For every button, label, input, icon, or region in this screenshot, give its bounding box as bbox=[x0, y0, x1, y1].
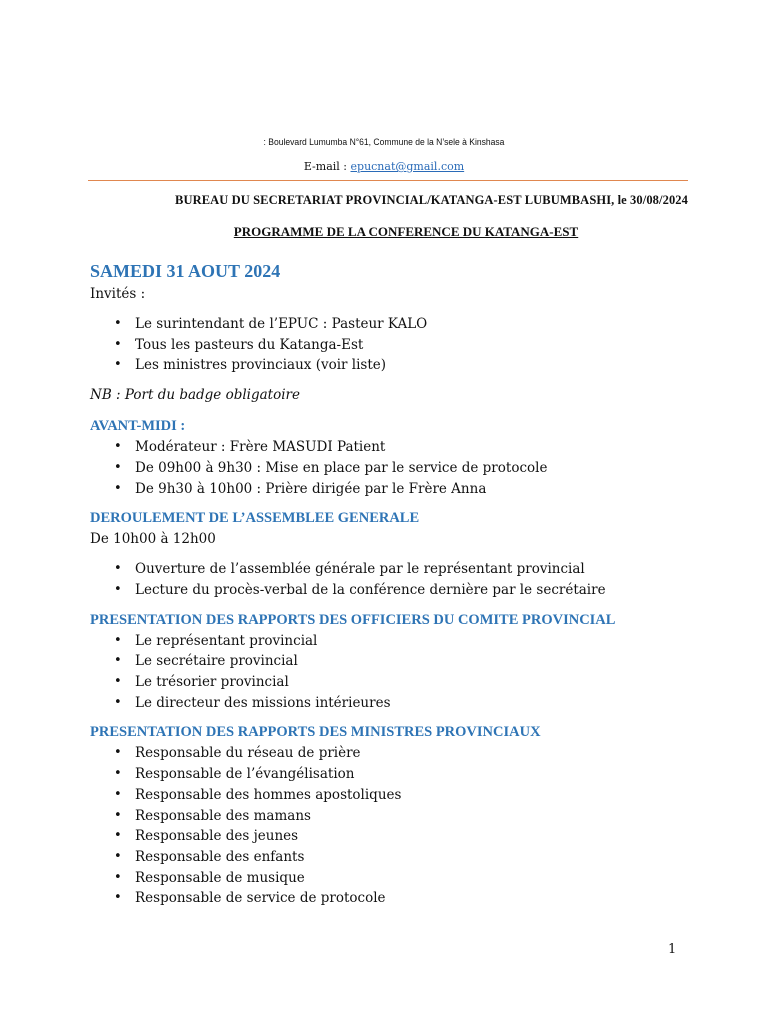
bullet-icon: • bbox=[114, 848, 122, 864]
assemblee-time: De 10h00 à 12h00 bbox=[90, 531, 216, 548]
invites-label: Invités : bbox=[90, 286, 146, 302]
ministres-list bbox=[90, 743, 710, 909]
email-label: E-mail : bbox=[303, 160, 351, 173]
list-item: • Lecture du procès-verbal de la conférence dernière par le secrétaire bbox=[90, 580, 710, 601]
bureau-line: BUREAU DU SECRETARIAT PROVINCIAL/KATANGA-EST LUBUMBASHI, le 30/08/2024 bbox=[175, 193, 688, 207]
email-link[interactable]: epucnat@gmail.com bbox=[350, 160, 465, 173]
header-email-line bbox=[0, 160, 768, 173]
list-item: • Responsable des mamans bbox=[90, 806, 710, 827]
bullet-icon: • bbox=[114, 581, 122, 597]
bullet-icon: • bbox=[114, 480, 122, 496]
bullet-icon: • bbox=[114, 316, 122, 331]
bullet-icon: • bbox=[114, 807, 122, 823]
list-item: • Le surintendant de l’EPUC : Pasteur KALO bbox=[90, 314, 710, 335]
list-item: • De 9h30 à 10h00 : Prière dirigée par le Frère Anna bbox=[90, 479, 710, 500]
assemblee-heading: DEROULEMENT DE L’ASSEMBLEE GENERALE bbox=[90, 510, 420, 527]
list-item: • Modérateur : Frère MASUDI Patient bbox=[90, 437, 710, 458]
nb-note: NB : Port du badge obligatoire bbox=[90, 387, 300, 404]
assemblee-list bbox=[90, 559, 710, 600]
officiers-list bbox=[90, 631, 710, 714]
list-item: • Responsable de musique bbox=[90, 868, 710, 889]
list-item: • Responsable du réseau de prière bbox=[90, 743, 710, 764]
list-item: • Responsable des enfants bbox=[90, 847, 710, 868]
ministres-heading: PRESENTATION DES RAPPORTS DES MINISTRES PROVINCIAUX bbox=[90, 724, 541, 741]
document-body bbox=[90, 258, 710, 909]
page-number: 1 bbox=[668, 942, 677, 957]
bullet-icon: • bbox=[114, 890, 122, 906]
bullet-icon: • bbox=[114, 357, 122, 373]
bullet-icon: • bbox=[114, 674, 122, 690]
bullet-icon: • bbox=[114, 828, 122, 844]
program-title: PROGRAMME DE LA CONFERENCE DU KATANGA-EST bbox=[233, 224, 579, 239]
invites-list bbox=[90, 314, 710, 376]
list-item: • Responsable de service de protocole bbox=[90, 888, 710, 909]
list-item: • Le représentant provincial bbox=[90, 631, 710, 652]
bullet-icon: • bbox=[114, 786, 122, 802]
header-address: : Boulevard Lumumba N°61, Commune de la N’sele à Kinshasa bbox=[263, 137, 505, 147]
avant-midi-heading: AVANT-MIDI : bbox=[90, 418, 186, 435]
list-item: • Le trésorier provincial bbox=[90, 672, 710, 693]
list-item: • Tous les pasteurs du Katanga-Est bbox=[90, 335, 710, 356]
list-item: • Responsable de l’évangélisation bbox=[90, 764, 710, 785]
list-item: • De 09h00 à 9h30 : Mise en place par le service de protocole bbox=[90, 458, 710, 479]
bullet-icon: • bbox=[114, 869, 122, 885]
officiers-heading: PRESENTATION DES RAPPORTS DES OFFICIERS DU COMITE PROVINCIAL bbox=[90, 611, 616, 628]
list-item: • Le secrétaire provincial bbox=[90, 651, 710, 672]
list-item: • Ouverture de l’assemblée générale par le représentant provincial bbox=[90, 559, 710, 580]
bullet-icon: • bbox=[114, 336, 122, 352]
bullet-icon: • bbox=[114, 632, 122, 648]
day-title: SAMEDI 31 AOUT 2024 bbox=[90, 261, 281, 281]
bullet-icon: • bbox=[114, 459, 122, 475]
header-divider bbox=[88, 180, 688, 181]
list-item: • Responsable des jeunes bbox=[90, 826, 710, 847]
bullet-icon: • bbox=[114, 653, 122, 669]
bullet-icon: • bbox=[114, 439, 122, 455]
avant-midi-list bbox=[90, 437, 710, 499]
list-item: • Les ministres provinciaux (voir liste) bbox=[90, 355, 710, 376]
list-item: • Le directeur des missions intérieures bbox=[90, 693, 710, 714]
bullet-icon: • bbox=[114, 694, 122, 710]
bullet-icon: • bbox=[114, 766, 122, 782]
bullet-icon: • bbox=[114, 561, 122, 577]
bullet-icon: • bbox=[114, 745, 122, 761]
list-item: • Responsable des hommes apostoliques bbox=[90, 785, 710, 806]
